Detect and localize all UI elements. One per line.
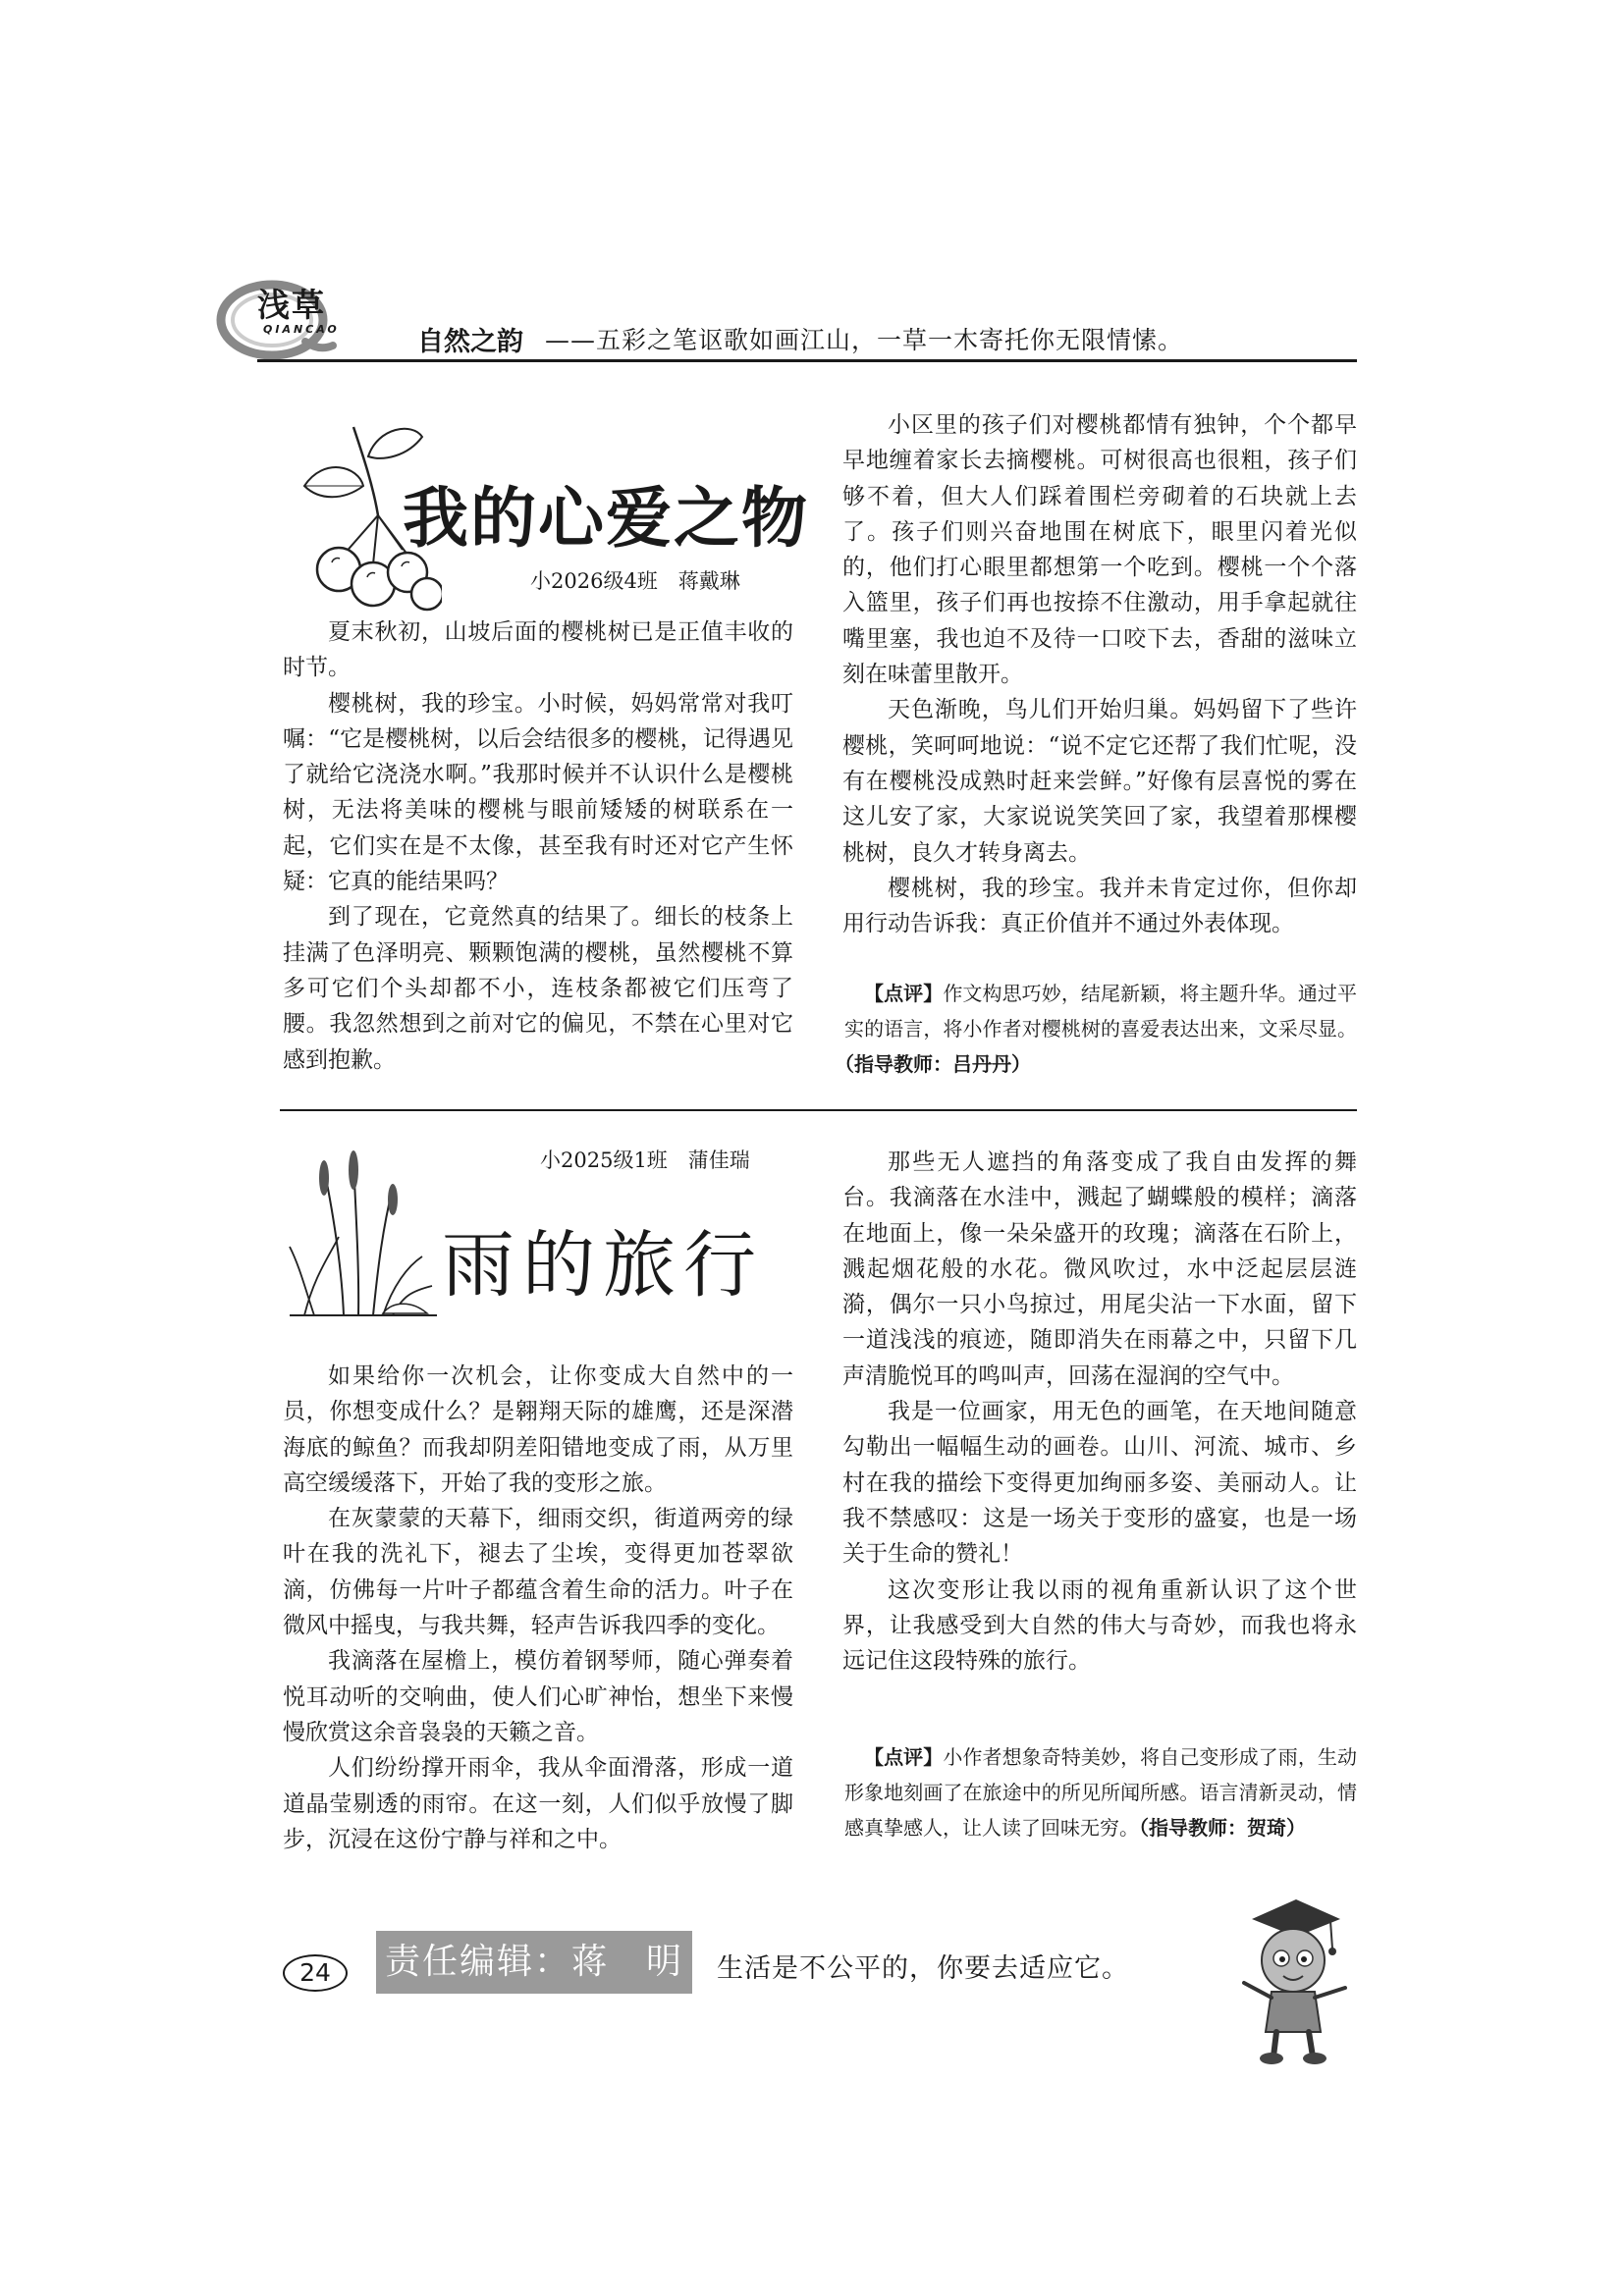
article-title: 雨的旅行 <box>442 1223 764 1308</box>
logo-subtitle: QIANCAO <box>263 323 340 336</box>
article2-left-column <box>283 1359 793 1857</box>
section-title: 自然之韵 <box>417 327 523 357</box>
comment-text: 小作者想象奇特美妙，将自己变形成了雨，生动形象地刻画了在旅途中的所见所闻所感。语言清新灵动，情感真挚感人，让人读了回味无穷。 <box>844 1745 1358 1840</box>
article-divider <box>280 1109 1357 1111</box>
paragraph: 如果给你一次机会，让你变成大自然中的一员，你想变成什么？是翱翔天际的雄鹰，还是深潜海底的鲸鱼？而我却阴差阳错地变成了雨，从万里高空缓缓落下，开始了我的变形之旅。 <box>283 1363 793 1496</box>
logo-title: 浅草 <box>257 286 326 324</box>
paragraph: 这次变形让我以雨的视角重新认识了这个世界，让我感受到大自然的伟大与奇妙，而我也将永远记住这段特殊的旅行。 <box>842 1576 1357 1675</box>
teacher-credit: （指导教师：贺琦） <box>1139 1816 1306 1840</box>
teacher-credit: （指导教师：吕丹丹） <box>844 1052 1031 1076</box>
paragraph: 那些无人遮挡的角落变成了我自由发挥的舞台。我滴落在水洼中，溅起了蝴蝶般的模样；滴落在地面上，像一朵朵盛开的玫瑰；滴落在石阶上，溅起烟花般的水花。微风吹过，水中泛起层层涟漪，偶尔一只小鸟掠过，用尾尖沾一下水面，留下一道浅浅的痕迹，随即消失在雨幕之中，只留下几声清脆悦耳的鸣叫声，回荡在湿润的空气中。 <box>842 1149 1357 1389</box>
article2-comment <box>844 1739 1357 1845</box>
paragraph: 我是一位画家，用无色的画笔，在天地间随意勾勒出一幅幅生动的画卷。山川、河流、城市、乡村在我的描绘下变得更加绚丽多姿、美丽动人。让我不禁感叹：这是一场关于变形的盛宴，也是一场关于生命的赞礼！ <box>842 1399 1357 1568</box>
comment-label: 【点评】 <box>864 1745 944 1769</box>
paragraph: 夏末秋初，山坡后面的樱桃树已是正值丰收的时节。 <box>283 619 793 681</box>
article1-right-column <box>842 407 1357 941</box>
paragraph: 在灰蒙蒙的天幕下，细雨交织，街道两旁的绿叶在我的洗礼下，褪去了尘埃，变得更加苍翠欲滴，仿佛每一片叶子都蕴含着生命的活力。叶子在微风中摇曳，与我共舞，轻声告诉我四季的变化。 <box>283 1506 793 1639</box>
article1-left-column <box>283 614 793 1078</box>
paragraph: 我滴落在屋檐上，模仿着钢琴师，随心弹奏着悦耳动听的交响曲，使人们心旷神怡，想坐下来慢慢欣赏这余音袅袅的天籁之音。 <box>283 1648 793 1745</box>
header-rule <box>257 359 1357 362</box>
reed-illustration <box>285 1148 442 1325</box>
paragraph: 樱桃树，我的珍宝。小时候，妈妈常常对我叮嘱：“它是樱桃树，以后会结很多的樱桃，记得遇见了就给它浇浇水啊。”我那时候并不认识什么是樱桃树，无法将美味的樱桃与眼前矮矮的树联系在一起，它们实在是不太像，甚至我有时还对它产生怀疑：它真的能结果吗？ <box>283 690 793 895</box>
mascot-illustration <box>1222 1890 1360 2066</box>
paragraph: 人们纷纷撑开雨伞，我从伞面滑落，形成一道道晶莹剔透的雨帘。在这一刻，人们似乎放慢了脚步，沉浸在这份宁静与祥和之中。 <box>283 1755 793 1852</box>
article1-comment <box>844 976 1357 1082</box>
paragraph: 天色渐晚，鸟儿们开始归巢。妈妈留下了些许樱桃，笑呵呵地说：“说不定它还帮了我们忙呢，没有在樱桃没成熟时赶来尝鲜。”好像有层喜悦的雾在这儿安了家，大家说说笑笑回了家，我望着那棵樱桃树，良久才转身离去。 <box>842 697 1357 866</box>
page-number: 24 <box>283 1954 348 1992</box>
article2-right-column <box>842 1145 1357 1679</box>
article-title: 我的心爱之物 <box>403 480 809 557</box>
article-byline: 小2025级1班 蒲佳瑞 <box>540 1148 750 1172</box>
section-motto: ——五彩之笔讴歌如画江山，一草一木寄托你无限情愫。 <box>545 326 1184 354</box>
paragraph: 到了现在，它竟然真的结果了。细长的枝条上挂满了色泽明亮、颗颗饱满的樱桃，虽然樱桃不算多可它们个头却都不小，连枝条都被它们压弯了腰。我忽然想到之前对它的偏见，不禁在心里对它感到抱歉。 <box>283 904 793 1073</box>
footer-motto: 生活是不公平的，你要去适应它。 <box>717 1953 1129 1984</box>
paragraph: 樱桃树，我的珍宝。我并未肯定过你，但你却用行动告诉我：真正价值并不通过外表体现。 <box>842 875 1357 937</box>
comment-label: 【点评】 <box>864 982 944 1005</box>
comment-text: 作文构思巧妙，结尾新颖，将主题升华。通过平实的语言，将小作者对樱桃树的喜爱表达出来，文采尽显。 <box>844 982 1358 1041</box>
paragraph: 小区里的孩子们对樱桃都情有独钟，个个都早早地缠着家长去摘樱桃。可树很高也很粗，孩子们够不着，但大人们踩着围栏旁砌着的石块就上去了。孩子们则兴奋地围在树底下，眼里闪着光似的，他们打心眼里都想第一个吃到。樱桃一个个落入篮里，孩子们再也按捺不住激动，用手拿起就往嘴里塞，我也迫不及待一口咬下去，香甜的滋味立刻在味蕾里散开。 <box>842 412 1357 688</box>
editor-credit: 责任编辑：蒋 明 <box>376 1931 692 1994</box>
article-byline: 小2026级4班 蒋戴琳 <box>530 569 740 593</box>
